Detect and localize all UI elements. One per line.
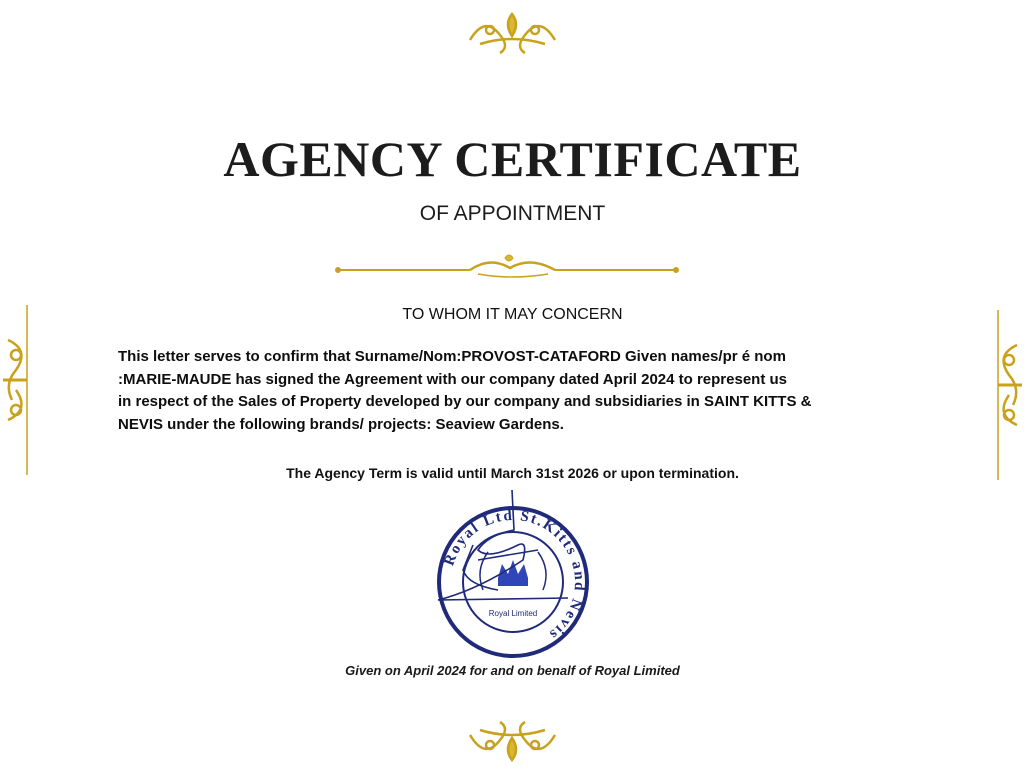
svg-text:Royal Ltd St.Kitts and Nevis: Royal Ltd St.Kitts and Nevis xyxy=(441,507,588,644)
svg-text:Royal Limited: Royal Limited xyxy=(488,609,538,618)
agency-term: The Agency Term is valid until March 31st 2026 or upon termination. xyxy=(286,465,739,481)
body-line: :MARIE-MAUDE has signed the Agreement with our company dated April 2024 to represent us xyxy=(118,370,788,388)
certificate-subtitle: OF APPOINTMENT xyxy=(419,202,606,225)
body-line: This letter serves to confirm that Surname/Nom:PROVOST-CATAFORD Given names/pr é nom xyxy=(118,348,786,365)
top-scroll-ornament xyxy=(470,14,555,53)
body-line: in respect of the Sales of Property developed by our company and subsidiaries in SAINT KITTS & xyxy=(118,393,812,410)
salutation: TO WHOM IT MAY CONCERN xyxy=(402,306,623,323)
body-line: NEVIS under the following brands/ projects: Seaview Gardens. xyxy=(118,415,564,433)
company-seal xyxy=(418,490,608,666)
left-scroll-ornament xyxy=(3,305,27,475)
certificate-title: AGENCY CERTIFICATE xyxy=(223,131,802,187)
bottom-scroll-ornament xyxy=(470,722,555,760)
certificate-body xyxy=(118,346,918,436)
right-scroll-ornament xyxy=(998,310,1022,480)
issued-statement: Given on April 2024 for and on benalf of Royal Limited xyxy=(345,663,680,678)
title-divider xyxy=(336,255,679,277)
seal-stamp xyxy=(418,490,608,666)
